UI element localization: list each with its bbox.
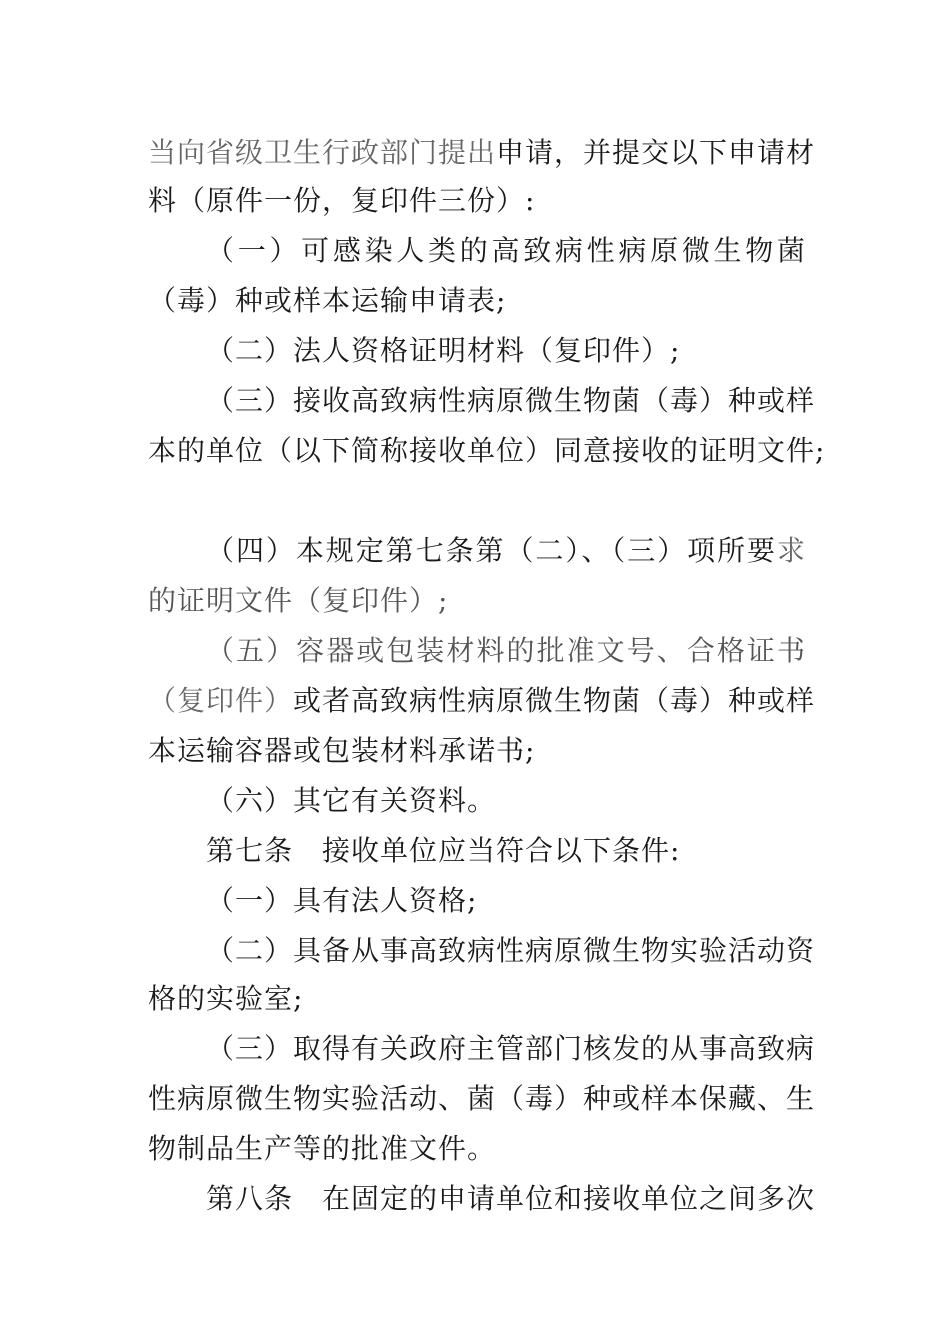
text-segment: 本运输容器或包装材料承诺书;	[148, 734, 536, 767]
text-line-17	[148, 977, 808, 1021]
text-line-18	[206, 1027, 816, 1071]
text-line-21	[206, 1177, 816, 1221]
text-segment: （五）容器或包装材料的批准文号、合格证书	[206, 634, 806, 667]
text-segment: 本的单位（以下简称接收单位）同意接收的证明文件;	[148, 434, 826, 467]
text-line-12	[148, 729, 808, 773]
text-segment: 料（原件一份，复印件三份）:	[148, 184, 536, 217]
text-line-11	[148, 679, 816, 723]
text-segment: 格的实验室;	[148, 982, 304, 1015]
text-line-6	[206, 379, 816, 423]
text-line-16	[206, 929, 816, 973]
text-segment-gray: 求	[776, 534, 806, 567]
text-line-1	[148, 131, 816, 175]
text-segment-gray: （复印件）	[148, 684, 294, 717]
text-segment: 性病原微生物实验活动、菌（毒）种或样本保藏、生	[148, 1082, 816, 1115]
text-line-19	[148, 1077, 816, 1121]
text-line-3	[206, 229, 806, 273]
text-segment: （二）具备从事高致病性病原微生物实验活动资	[206, 934, 816, 967]
text-line-5	[206, 329, 806, 373]
text-segment: （一）具有法人资格;	[206, 884, 478, 917]
text-line-7	[148, 429, 826, 473]
text-segment: （二）法人资格证明材料（复印件）;	[206, 334, 681, 367]
text-segment-gray: 当向省级卫生行政部门提出	[148, 136, 497, 169]
text-line-9	[148, 579, 808, 623]
text-segment: 第七条 接收单位应当符合以下条件:	[206, 834, 681, 867]
text-line-13	[206, 779, 806, 823]
text-line-20	[148, 1127, 808, 1171]
text-segment: （三）接收高致病性病原微生物菌（毒）种或样	[206, 384, 816, 417]
text-segment: 第八条 在固定的申请单位和接收单位之间多次	[206, 1182, 816, 1215]
text-line-4	[148, 279, 808, 323]
text-line-10	[206, 629, 806, 673]
text-segment: （三）取得有关政府主管部门核发的从事高致病	[206, 1032, 816, 1065]
text-line-8	[206, 529, 806, 573]
text-segment: （六）其它有关资料。	[206, 784, 497, 817]
text-segment: （一）可感染人类的高致病性病原微生物菌	[206, 234, 806, 267]
text-segment: 申请，并提交以下申请材	[496, 136, 816, 169]
text-segment: 的证明文件（复印件）;	[148, 584, 449, 617]
text-segment: （四）本规定第七条第（二）、（三）项所要	[206, 534, 777, 567]
text-segment: 或者高致病性病原微生物菌（毒）种或样	[293, 684, 816, 717]
text-line-15	[206, 879, 806, 923]
text-line-2	[148, 179, 808, 223]
text-line-14	[206, 829, 806, 873]
text-segment: 物制品生产等的批准文件。	[148, 1132, 497, 1165]
text-segment: （毒）种或样本运输申请表;	[148, 284, 507, 317]
